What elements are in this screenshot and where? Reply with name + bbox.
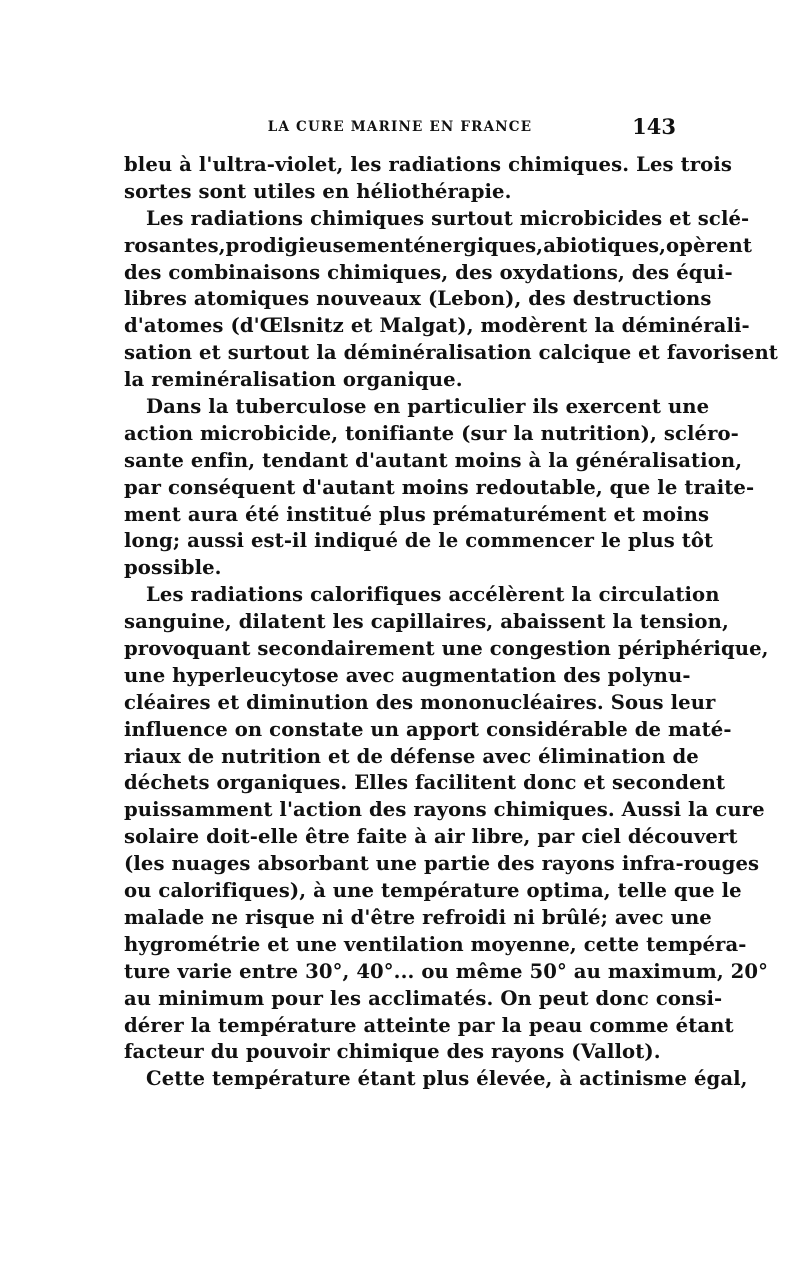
text-line: Les radiations chimiques surtout microbicides et sclé- <box>146 206 750 230</box>
text-line: provoquant secondairement une congestion périphérique, <box>124 637 769 661</box>
text-line: une hyperleucytose avec augmentation des polynu- <box>124 663 691 687</box>
text-line: la reminéralisation organique. <box>124 368 463 392</box>
text-line: dérer la température atteinte par la peau comme étant <box>124 1013 734 1037</box>
text-line: Dans la tuberculose en particulier ils exercent une <box>146 395 710 419</box>
text-line: riaux de nutrition et de défense avec élimination de <box>124 744 699 768</box>
text-line: rosantes,prodigieusementénergiques,abiotiques,opèrent <box>124 233 753 257</box>
text-line: malade ne risque ni d'être refroidi ni brûlé; avec une <box>124 905 712 929</box>
running-title: LA CURE MARINE EN FRANCE <box>267 119 533 135</box>
text-line: déchets organiques. Elles facilitent donc et secondent <box>124 771 726 795</box>
text-line: long; aussi est-il indiqué de le commencer le plus tôt <box>124 529 714 553</box>
text-line: d'atomes (d'Œlsnitz et Malgat), modèrent la déminérali- <box>124 314 750 338</box>
text-line: facteur du pouvoir chimique des rayons (Vallot). <box>124 1040 661 1064</box>
text-line: bleu à l'ultra-violet, les radiations chimiques. Les trois <box>124 153 733 176</box>
text-line: possible. <box>124 556 222 580</box>
page-number: 143 <box>632 114 676 139</box>
text-line: sante enfin, tendant d'autant moins à la généralisation, <box>124 448 743 472</box>
text-line: ture varie entre 30°, 40°... ou même 50° au maximum, 20° <box>124 959 769 983</box>
text-line: Cette température étant plus élevée, à actinisme égal, <box>146 1067 748 1091</box>
text-line: au minimum pour les acclimatés. On peut donc consi- <box>124 986 723 1010</box>
text-line: ment aura été institué plus prématurément et moins <box>124 502 710 526</box>
text-line: puissamment l'action des rayons chimiques. Aussi la cure <box>124 798 765 822</box>
text-line: cléaires et diminution des mononucléaires. Sous leur <box>124 690 716 714</box>
text-line: (les nuages absorbant une partie des rayons infra-rouges <box>124 852 760 876</box>
text-line: sortes sont utiles en héliothérapie. <box>124 179 512 203</box>
text-line: solaire doit-elle être faite à air libre, par ciel découvert <box>124 825 738 849</box>
text-line: des combinaisons chimiques, des oxydations, des équi- <box>124 260 733 284</box>
text-line: hygrométrie et une ventilation moyenne, cette tempéra- <box>124 932 747 956</box>
text-line: ou calorifiques), à une température optima, telle que le <box>124 879 742 903</box>
running-head <box>124 113 676 141</box>
text-line: action microbicide, tonifiante (sur la nutrition), scléro- <box>124 421 739 445</box>
text-line: libres atomiques nouveaux (Lebon), des destructions <box>124 287 712 311</box>
text-line: sanguine, dilatent les capillaires, abaissent la tension, <box>124 610 729 634</box>
body-text <box>124 152 778 1093</box>
text-line: influence on constate un apport considérable de maté- <box>124 717 732 741</box>
text-line: Les radiations calorifiques accélèrent la circulation <box>146 583 720 607</box>
text-line: par conséquent d'autant moins redoutable, que le traite- <box>124 475 755 499</box>
text-line: sation et surtout la déminéralisation calcique et favorisent <box>124 341 778 365</box>
